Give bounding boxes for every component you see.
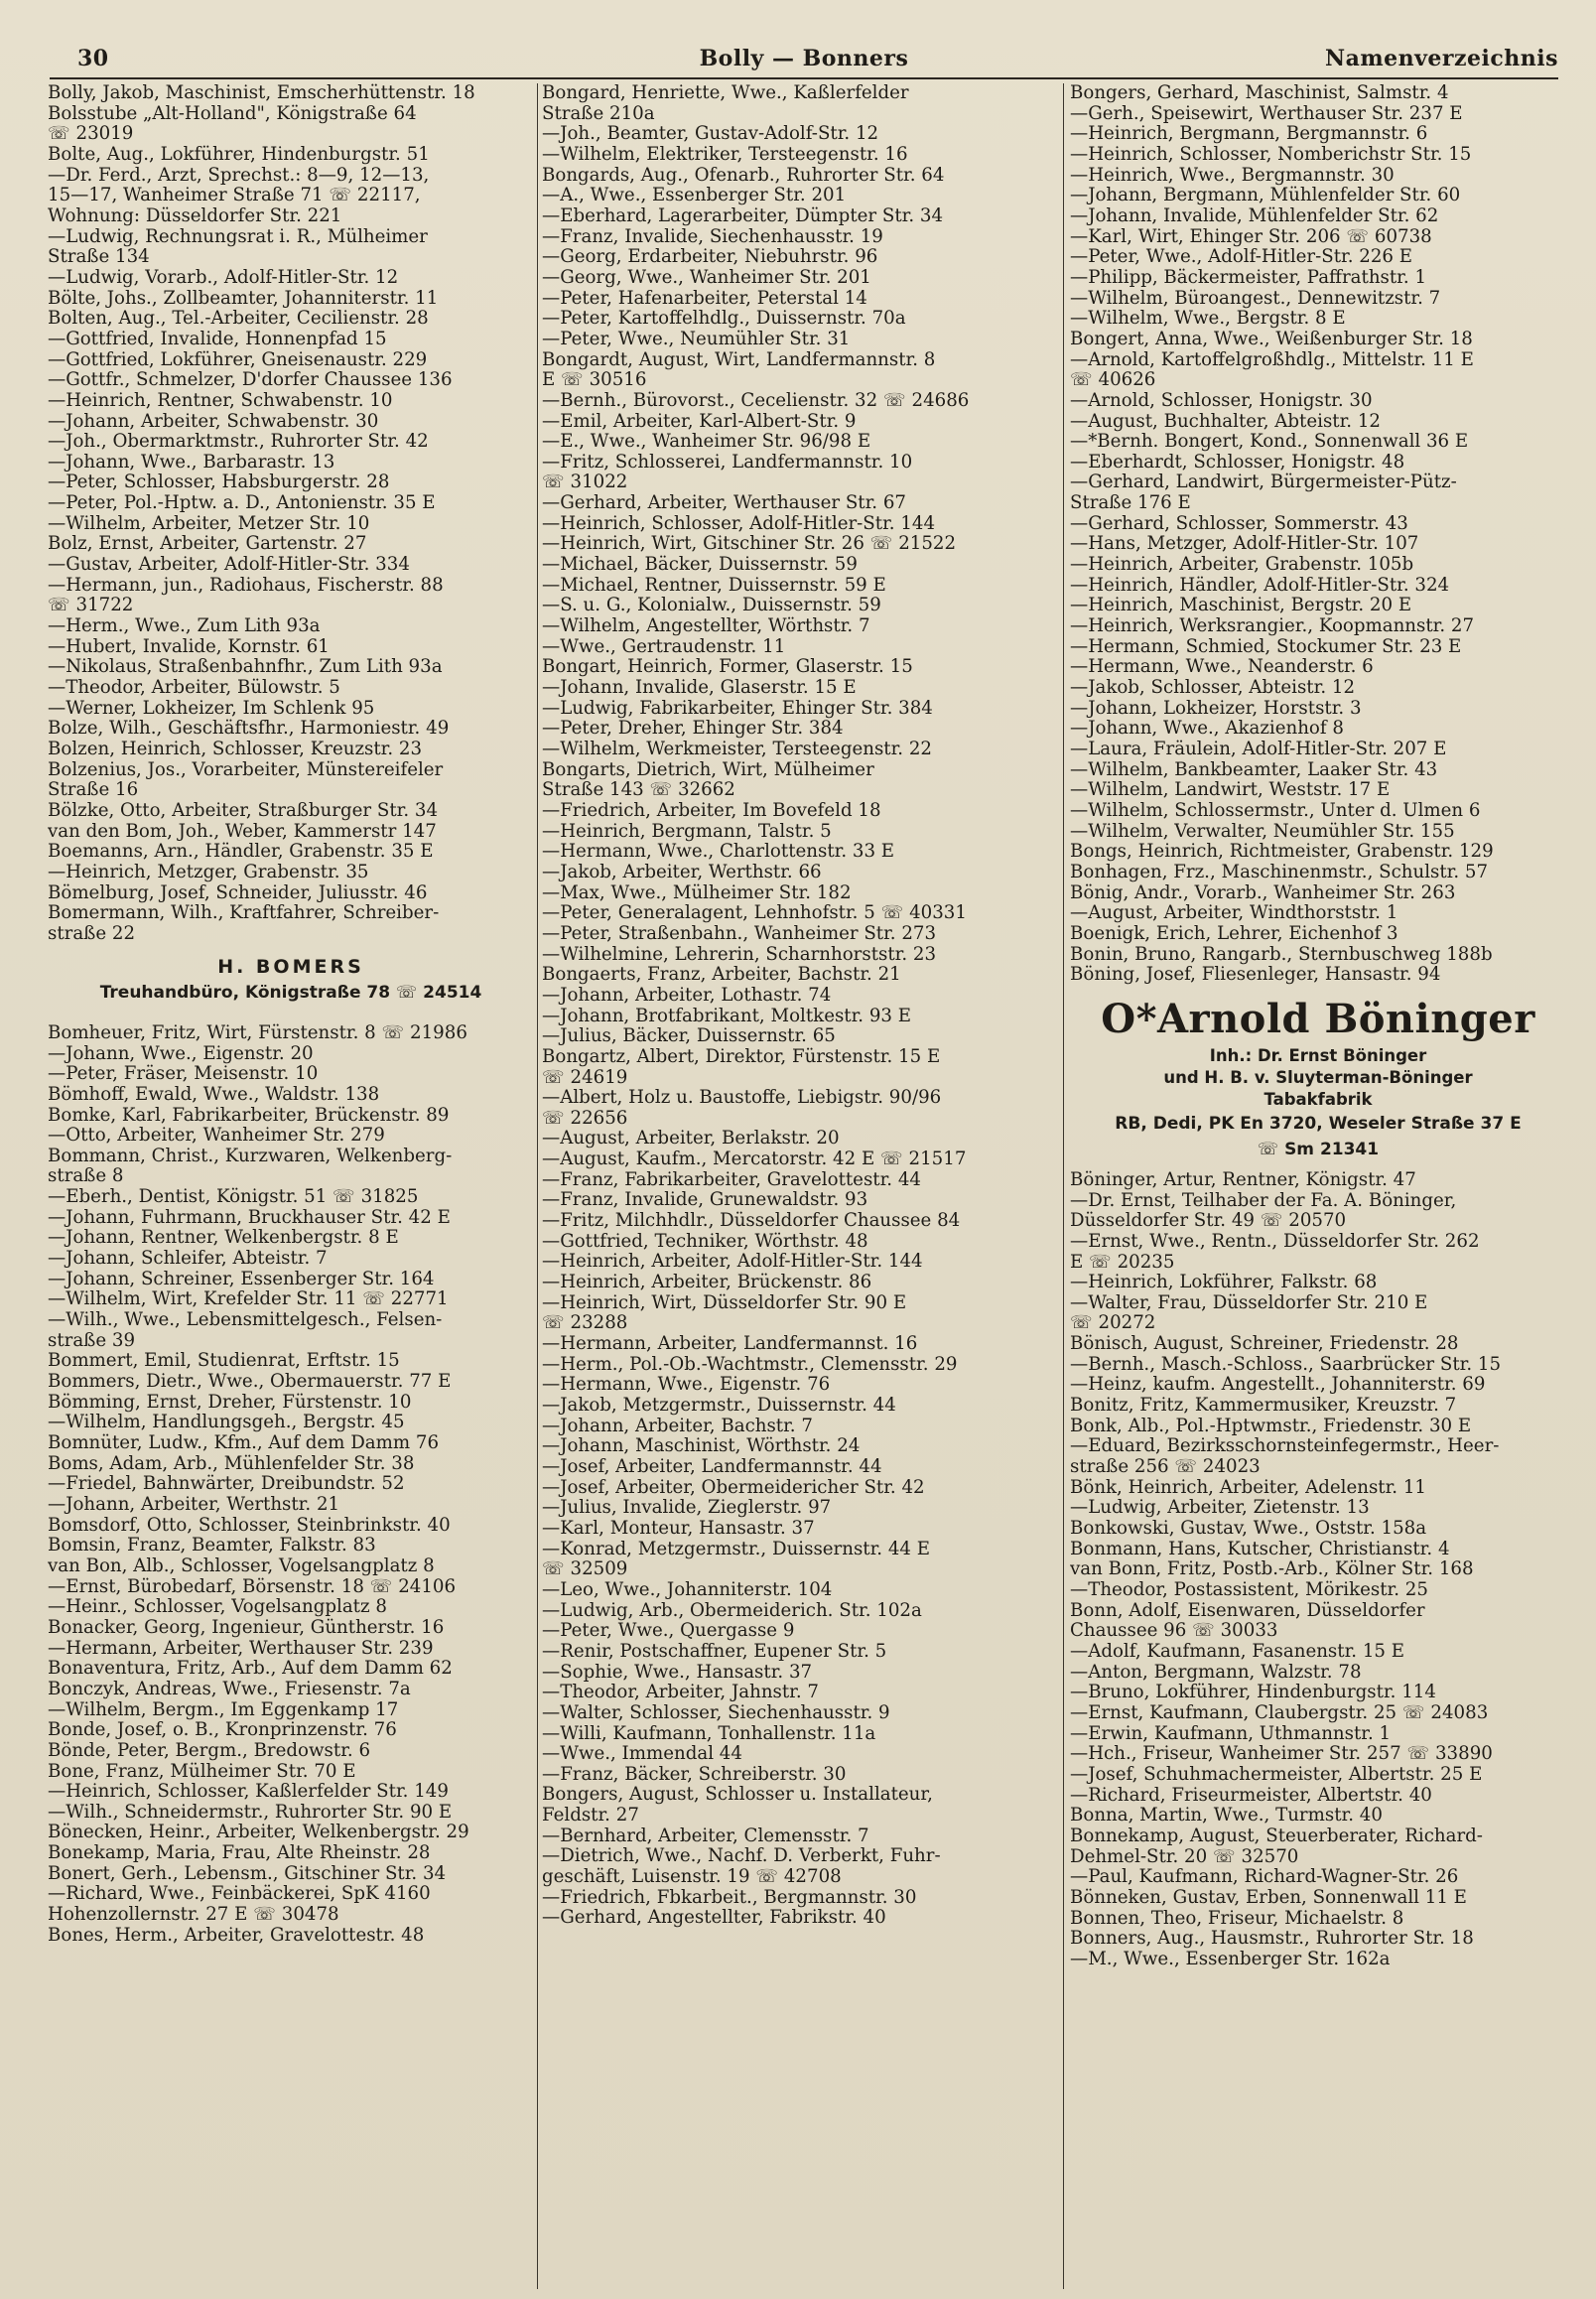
directory-entry: Chaussee 96 ☏ 30033 bbox=[1070, 1621, 1278, 1642]
entry-list bbox=[48, 83, 534, 945]
directory-entry: Straße 143 ☏ 32662 bbox=[542, 780, 735, 801]
directory-entry: —Ludwig, Fabrikarbeiter, Ehinger Str. 384 bbox=[542, 698, 933, 719]
directory-entry: —Wilhelm, Arbeiter, Metzer Str. 10 bbox=[48, 513, 370, 534]
directory-entry: —Heinrich, Bergmann, Bergmannstr. 6 bbox=[1070, 124, 1428, 145]
directory-entry: —Heinrich, Arbeiter, Brückenstr. 86 bbox=[542, 1273, 872, 1293]
ad-owner: Inh.: Dr. Ernst Böninger bbox=[1209, 1045, 1427, 1065]
directory-entry: —Anton, Bergmann, Walzstr. 78 bbox=[1070, 1662, 1362, 1683]
directory-entry: —Dr. Ernst, Teilhaber der Fa. A. Böninger, bbox=[1070, 1190, 1457, 1211]
directory-entry: —Heinrich, Werksrangier., Koopmannstr. 27 bbox=[1070, 616, 1475, 637]
directory-entry: —Georg, Erdarbeiter, Niebuhrstr. 96 bbox=[542, 247, 878, 268]
directory-entry: Bonna, Martin, Wwe., Turmstr. 40 bbox=[1070, 1806, 1383, 1826]
column-divider bbox=[1063, 83, 1064, 2289]
directory-entry: —Wilhelm, Büroangest., Dennewitzstr. 7 bbox=[1070, 288, 1441, 309]
directory-entry: Boenigk, Erich, Lehrer, Eichenhof 3 bbox=[1070, 923, 1398, 944]
directory-entry: ☏ 31022 bbox=[542, 473, 628, 493]
directory-entry: —Dr. Ferd., Arzt, Sprechst.: 8—9, 12—13, bbox=[48, 165, 430, 186]
directory-entry: —Heinrich, Lokführer, Falkstr. 68 bbox=[1070, 1273, 1378, 1293]
directory-entry: Bongers, Gerhard, Maschinist, Salmstr. 4 bbox=[1070, 83, 1449, 103]
directory-entry: —Gerhard, Angestellter, Fabrikstr. 40 bbox=[542, 1908, 886, 1929]
directory-entry: —Johann, Arbeiter, Lothastr. 74 bbox=[542, 985, 832, 1006]
directory-entry: Bonert, Gerh., Lebensm., Gitschiner Str. 34 bbox=[48, 1863, 447, 1884]
directory-entry: —Bernhard, Arbeiter, Clemensstr. 7 bbox=[542, 1826, 869, 1846]
directory-entry: Bönecken, Heinr., Arbeiter, Welkenbergstr. 29 bbox=[48, 1823, 469, 1843]
directory-entry: Straße 210a bbox=[542, 103, 655, 124]
directory-entry: Boemanns, Arn., Händler, Grabenstr. 35 E bbox=[48, 842, 434, 863]
directory-entry: —Gottfr., Schmelzer, D'dorfer Chaussee 136 bbox=[48, 370, 453, 391]
directory-entry: —Wwe., Immendal 44 bbox=[542, 1744, 742, 1765]
directory-entry: —Michael, Rentner, Duissernstr. 59 E bbox=[542, 575, 886, 596]
directory-entry: Feldstr. 27 bbox=[542, 1806, 639, 1826]
directory-entry: —Hermann, Wwe., Neanderstr. 6 bbox=[1070, 657, 1374, 678]
directory-entry: —Heinrich, Metzger, Grabenstr. 35 bbox=[48, 862, 369, 882]
directory-entry: —Wilhelm, Werkmeister, Tersteegenstr. 22 bbox=[542, 740, 932, 759]
directory-entry: —Heinrich, Schlosser, Kaßlerfelder Str. 149 bbox=[48, 1782, 449, 1803]
directory-entry: —Wwe., Gertraudenstr. 11 bbox=[542, 636, 786, 657]
directory-entry: —Richard, Friseurmeister, Albertstr. 40 bbox=[1070, 1785, 1432, 1806]
directory-entry: —Walter, Schlosser, Siechenhausstr. 9 bbox=[542, 1702, 890, 1723]
directory-entry: —Johann, Invalide, Mühlenfelder Str. 62 bbox=[1070, 205, 1439, 226]
directory-entry: —Joh., Obermarktmstr., Ruhrorter Str. 42 bbox=[48, 432, 429, 453]
directory-entry: —Herm., Wwe., Zum Lith 93a bbox=[48, 616, 321, 637]
directory-entry: straße 22 bbox=[48, 923, 136, 944]
directory-entry: —Hubert, Invalide, Kornstr. 61 bbox=[48, 636, 330, 657]
directory-entry: —Karl, Monteur, Hansastr. 37 bbox=[542, 1518, 815, 1539]
directory-entry: —Adolf, Kaufmann, Fasanenstr. 15 E bbox=[1070, 1641, 1405, 1662]
directory-entry: Bongaerts, Franz, Arbeiter, Bachstr. 21 bbox=[542, 965, 901, 986]
directory-entry: —Wilhelm, Verwalter, Neumühler Str. 155 bbox=[1070, 821, 1455, 842]
directory-entry: geschäft, Luisenstr. 19 ☏ 42708 bbox=[542, 1867, 842, 1888]
directory-entry: 15—17, Wanheimer Straße 71 ☏ 22117, bbox=[48, 186, 421, 206]
directory-entry: —Eberh., Dentist, Königstr. 51 ☏ 31825 bbox=[48, 1187, 419, 1208]
directory-entry: —Gerhard, Landwirt, Bürgermeister-Pütz- bbox=[1070, 473, 1457, 493]
directory-entry: Hohenzollernstr. 27 E ☏ 30478 bbox=[48, 1905, 339, 1926]
entry-list bbox=[542, 83, 1060, 1929]
directory-entry: —Johann, Maschinist, Wörthstr. 24 bbox=[542, 1436, 861, 1457]
directory-entry: —Gerhard, Arbeiter, Werthauser Str. 67 bbox=[542, 493, 906, 514]
directory-entry: —Gerhard, Schlosser, Sommerstr. 43 bbox=[1070, 513, 1408, 534]
directory-entry: Straße 16 bbox=[48, 780, 139, 801]
directory-entry: —Johann, Wwe., Akazienhof 8 bbox=[1070, 719, 1344, 740]
ad-firm-name: O*Arnold Böninger bbox=[1101, 995, 1535, 1042]
directory-entry: —Hermann, Schmied, Stockumer Str. 23 E bbox=[1070, 636, 1462, 657]
directory-entry: —Paul, Kaufmann, Richard-Wagner-Str. 26 bbox=[1070, 1867, 1459, 1888]
directory-entry: —Hermann, Arbeiter, Werthauser Str. 239 bbox=[48, 1638, 434, 1659]
directory-entry: Bonaventura, Fritz, Arb., Auf dem Damm 62 bbox=[48, 1659, 453, 1680]
directory-entry: —Willi, Kaufmann, Tonhallenstr. 11a bbox=[542, 1723, 876, 1744]
directory-entry: —Nikolaus, Straßenbahnfhr., Zum Lith 93a bbox=[48, 657, 443, 678]
directory-entry: —August, Arbeiter, Windthorststr. 1 bbox=[1070, 903, 1398, 924]
directory-entry: Wohnung: Düsseldorfer Str. 221 bbox=[48, 205, 342, 226]
directory-entry: ☏ 31722 bbox=[48, 596, 134, 616]
directory-entry: —Bernh., Masch.-Schloss., Saarbrücker Str. 15 bbox=[1070, 1354, 1502, 1375]
directory-entry: —Theodor, Arbeiter, Bülowstr. 5 bbox=[48, 678, 340, 699]
advertisement-bomers bbox=[48, 957, 534, 1004]
directory-entry: ☏ 22656 bbox=[542, 1108, 628, 1129]
directory-entry: Bolly, Jakob, Maschinist, Emscherhüttenstr. 18 bbox=[48, 83, 475, 103]
directory-entry: Bonnen, Theo, Friseur, Michaelstr. 8 bbox=[1070, 1908, 1404, 1929]
directory-entry: —Ernst, Kaufmann, Claubergstr. 25 ☏ 24083 bbox=[1070, 1702, 1489, 1723]
directory-entry: —Johann, Arbeiter, Bachstr. 7 bbox=[542, 1416, 813, 1436]
directory-entry: —Johann, Wwe., Eigenstr. 20 bbox=[48, 1043, 314, 1064]
directory-entry: —Ernst, Wwe., Rentn., Düsseldorfer Str. 262 bbox=[1070, 1231, 1480, 1252]
directory-entry: —Julius, Bäcker, Duissernstr. 65 bbox=[542, 1026, 836, 1047]
directory-entry: Bonekamp, Maria, Frau, Alte Rheinstr. 28 bbox=[48, 1843, 431, 1864]
directory-entry: —Laura, Fräulein, Adolf-Hitler-Str. 207 E bbox=[1070, 740, 1447, 759]
directory-entry: —Johann, Arbeiter, Schwabenstr. 30 bbox=[48, 411, 379, 432]
directory-entry: —Karl, Wirt, Ehinger Str. 206 ☏ 60738 bbox=[1070, 226, 1432, 247]
directory-entry: Bongert, Anna, Wwe., Weißenburger Str. 18 bbox=[1070, 329, 1473, 349]
directory-entry: Bonhagen, Frz., Maschinenmstr., Schulstr. 57 bbox=[1070, 862, 1489, 882]
directory-entry: —Josef, Schuhmachermeister, Albertstr. 25 E bbox=[1070, 1764, 1483, 1785]
directory-entry: —Arnold, Schlosser, Honigstr. 30 bbox=[1070, 390, 1373, 411]
directory-entry: Bonitz, Fritz, Kammermusiker, Kreuzstr. 7 bbox=[1070, 1396, 1457, 1417]
directory-entry: —Peter, Wwe., Adolf-Hitler-Str. 226 E bbox=[1070, 247, 1413, 268]
directory-entry: —Gottfried, Lokführer, Gneisenaustr. 229 bbox=[48, 349, 428, 370]
column-3 bbox=[1070, 83, 1566, 2289]
directory-entry: Bomheuer, Fritz, Wirt, Fürstenstr. 8 ☏ 21986 bbox=[48, 1022, 467, 1043]
directory-entry: —Heinrich, Schlosser, Adolf-Hitler-Str. 144 bbox=[542, 513, 936, 534]
directory-entry: —Johann, Rentner, Welkenbergstr. 8 E bbox=[48, 1228, 399, 1249]
directory-entry: Bonk, Alb., Pol.-Hptwmstr., Friedenstr. 30 E bbox=[1070, 1416, 1472, 1436]
directory-entry: —Eberhardt, Schlosser, Honigstr. 48 bbox=[1070, 452, 1405, 473]
directory-entry: —Friedel, Bahnwärter, Dreibundstr. 52 bbox=[48, 1474, 405, 1495]
directory-entry: —*Bernh. Bongert, Kond., Sonnenwall 36 E bbox=[1070, 432, 1469, 453]
directory-entry: —August, Arbeiter, Berlakstr. 20 bbox=[542, 1129, 840, 1150]
directory-entry: —Fritz, Milchhdlr., Düsseldorfer Chaussee 84 bbox=[542, 1211, 961, 1232]
section-title: Namenverzeichnis bbox=[1325, 46, 1558, 71]
page-header bbox=[50, 46, 1558, 75]
directory-entry: Bölzke, Otto, Arbeiter, Straßburger Str. 34 bbox=[48, 800, 439, 821]
directory-entry: —Heinz, kaufm. Angestellt., Johanniterstr. 69 bbox=[1070, 1375, 1486, 1396]
directory-entry: —E., Wwe., Wanheimer Str. 96/98 E bbox=[542, 432, 871, 453]
directory-entry: Bomsin, Franz, Beamter, Falkstr. 83 bbox=[48, 1536, 376, 1556]
directory-entry: —Johann, Schleifer, Abteistr. 7 bbox=[48, 1249, 328, 1270]
directory-entry: —Max, Wwe., Mülheimer Str. 182 bbox=[542, 882, 852, 903]
directory-entry: —August, Kaufm., Mercatorstr. 42 E ☏ 21517 bbox=[542, 1150, 967, 1170]
directory-entry: —Erwin, Kaufmann, Uthmannstr. 1 bbox=[1070, 1723, 1392, 1744]
directory-entry: —Johann, Invalide, Glaserstr. 15 E bbox=[542, 678, 857, 699]
directory-entry: —Peter, Kartoffelhdlg., Duissernstr. 70a bbox=[542, 309, 906, 330]
directory-entry: —Wilhelm, Wwe., Bergstr. 8 E bbox=[1070, 309, 1346, 330]
directory-entry: —Johann, Brotfabrikant, Moltkestr. 93 E bbox=[542, 1006, 912, 1026]
directory-entry: Böninger, Artur, Rentner, Königstr. 47 bbox=[1070, 1169, 1416, 1190]
directory-entry: —Richard, Wwe., Feinbäckerei, SpK 4160 bbox=[48, 1884, 431, 1905]
directory-entry: —Heinrich, Wirt, Gitschiner Str. 26 ☏ 21522 bbox=[542, 534, 957, 555]
directory-entry: —Herm., Pol.-Ob.-Wachtmstr., Clemensstr. 29 bbox=[542, 1354, 958, 1375]
directory-entry: —Johann, Wwe., Barbarastr. 13 bbox=[48, 452, 335, 473]
directory-entry: —Franz, Bäcker, Schreiberstr. 30 bbox=[542, 1764, 847, 1785]
directory-entry: Boms, Adam, Arb., Mühlenfelder Str. 38 bbox=[48, 1453, 415, 1474]
directory-entry: —Georg, Wwe., Wanheimer Str. 201 bbox=[542, 267, 871, 288]
directory-entry: Düsseldorfer Str. 49 ☏ 20570 bbox=[1070, 1211, 1347, 1232]
directory-entry: —Werner, Lokheizer, Im Schlenk 95 bbox=[48, 698, 375, 719]
directory-entry: —Peter, Fräser, Meisenstr. 10 bbox=[48, 1064, 319, 1085]
directory-entry: Bonners, Aug., Hausmstr., Ruhrorter Str. 18 bbox=[1070, 1929, 1474, 1950]
directory-entry: —Johann, Lokheizer, Horststr. 3 bbox=[1070, 698, 1362, 719]
directory-entry: Bongers, August, Schlosser u. Installateur, bbox=[542, 1785, 933, 1806]
directory-entry: —Wilh., Wwe., Lebensmittelgesch., Felsen- bbox=[48, 1310, 443, 1331]
directory-entry: ☏ 23288 bbox=[542, 1313, 628, 1334]
directory-entry: —Wilhelm, Wirt, Krefelder Str. 11 ☏ 22771 bbox=[48, 1289, 449, 1310]
directory-entry: Bommann, Christ., Kurzwaren, Welkenberg- bbox=[48, 1146, 453, 1166]
directory-entry: —Hermann, Arbeiter, Landfermannst. 16 bbox=[542, 1334, 918, 1355]
directory-entry: ☏ 40626 bbox=[1070, 370, 1156, 391]
directory-entry: ☏ 24619 bbox=[542, 1067, 628, 1088]
directory-entry: —Heinrich, Maschinist, Bergstr. 20 E bbox=[1070, 596, 1412, 616]
directory-entry: —Eberhard, Lagerarbeiter, Dümpter Str. 34 bbox=[542, 205, 944, 226]
directory-entry: —Bruno, Lokführer, Hindenburgstr. 114 bbox=[1070, 1683, 1436, 1703]
directory-entry: —Josef, Arbeiter, Landfermannstr. 44 bbox=[542, 1456, 882, 1477]
directory-entry: —Wilhelm, Landwirt, Weststr. 17 E bbox=[1070, 780, 1391, 801]
directory-entry: Bömming, Ernst, Dreher, Fürstenstr. 10 bbox=[48, 1392, 412, 1413]
directory-entry: —Wilhelm, Schlossermstr., Unter d. Ulmen 6 bbox=[1070, 800, 1481, 821]
directory-entry: Bongard, Henriette, Wwe., Kaßlerfelder bbox=[542, 83, 909, 103]
directory-entry: Bönneken, Gustav, Erben, Sonnenwall 11 E bbox=[1070, 1887, 1467, 1908]
directory-entry: Bonin, Bruno, Rangarb., Sternbuschweg 188b bbox=[1070, 944, 1493, 965]
directory-entry: —August, Buchhalter, Abteistr. 12 bbox=[1070, 411, 1381, 432]
directory-entry: Straße 176 E bbox=[1070, 493, 1191, 514]
directory-entry: Bönde, Peter, Bergm., Bredowstr. 6 bbox=[48, 1740, 371, 1761]
directory-entry: —Eduard, Bezirksschornsteinfegermstr., Heer- bbox=[1070, 1436, 1500, 1457]
directory-entry: —Sophie, Wwe., Hansastr. 37 bbox=[542, 1662, 813, 1683]
directory-entry: —Johann, Bergmann, Mühlenfelder Str. 60 bbox=[1070, 186, 1461, 206]
directory-entry: Bolzenius, Jos., Vorarbeiter, Münstereifeler bbox=[48, 759, 444, 780]
entry-list bbox=[1070, 1170, 1566, 1970]
directory-entry: —Wilhelm, Handlungsgeh., Bergstr. 45 bbox=[48, 1413, 405, 1433]
directory-entry: —Hans, Metzger, Adolf-Hitler-Str. 107 bbox=[1070, 534, 1419, 555]
directory-entry: Bömhoff, Ewald, Wwe., Waldstr. 138 bbox=[48, 1084, 380, 1105]
directory-entry: —Ludwig, Rechnungsrat i. R., Mülheimer bbox=[48, 226, 428, 247]
directory-entry: Bonde, Josef, o. B., Kronprinzenstr. 76 bbox=[48, 1720, 397, 1741]
directory-entry: —Peter, Wwe., Quergasse 9 bbox=[542, 1621, 795, 1642]
directory-entry: Bölte, Johs., Zollbeamter, Johanniterstr. 11 bbox=[48, 288, 439, 309]
directory-entry: Bolz, Ernst, Arbeiter, Gartenstr. 27 bbox=[48, 534, 367, 555]
directory-entry: Bolze, Wilh., Geschäftsfhr., Harmoniestr. 49 bbox=[48, 719, 450, 740]
directory-entry: —Franz, Invalide, Grunewaldstr. 93 bbox=[542, 1190, 868, 1211]
directory-entry: Bolten, Aug., Tel.-Arbeiter, Cecilienstr. 28 bbox=[48, 309, 429, 330]
advertisement-boeninger bbox=[1070, 994, 1566, 1162]
directory-entry: —Peter, Pol.-Hptw. a. D., Antonienstr. 35 E bbox=[48, 493, 436, 514]
directory-entry: —Wilhelm, Bergm., Im Eggenkamp 17 bbox=[48, 1699, 399, 1720]
directory-entry: —Joh., Beamter, Gustav-Adolf-Str. 12 bbox=[542, 124, 879, 145]
directory-entry: —Ludwig, Arbeiter, Zietenstr. 13 bbox=[1070, 1498, 1370, 1519]
directory-entry: Bonacker, Georg, Ingenieur, Güntherstr. 16 bbox=[48, 1617, 445, 1638]
directory-entry: Bonn, Adolf, Eisenwaren, Düsseldorfer bbox=[1070, 1600, 1425, 1621]
directory-entry: —Heinrich, Schlosser, Nomberichstr Str. 15 bbox=[1070, 144, 1472, 165]
directory-entry: —Heinrich, Händler, Adolf-Hitler-Str. 324 bbox=[1070, 575, 1450, 596]
directory-entry: —A., Wwe., Essenberger Str. 201 bbox=[542, 186, 847, 206]
directory-entry: —Wilhelmine, Lehrerin, Scharnhorststr. 23 bbox=[542, 944, 937, 965]
directory-entry: Bongart, Heinrich, Former, Glaserstr. 15 bbox=[542, 657, 913, 678]
ad-firm-line: Treuhandbüro, Königstraße 78 ☏ 24514 bbox=[99, 983, 482, 1004]
directory-entry: —Hermann, Wwe., Eigenstr. 76 bbox=[542, 1375, 831, 1396]
directory-entry: Bomsdorf, Otto, Schlosser, Steinbrinkstr. 40 bbox=[48, 1515, 451, 1536]
directory-entry: —Johann, Schreiner, Essenberger Str. 164 bbox=[48, 1269, 435, 1289]
directory-entry: —Jakob, Schlosser, Abteistr. 12 bbox=[1070, 678, 1356, 699]
directory-entry: —Ernst, Bürobedarf, Börsenstr. 18 ☏ 24106 bbox=[48, 1576, 457, 1597]
directory-entry: —Konrad, Metzgermstr., Duissernstr. 44 E bbox=[542, 1539, 931, 1559]
directory-entry: —Dietrich, Wwe., Nachf. D. Verberkt, Fuhr- bbox=[542, 1846, 941, 1867]
directory-entry: —Arnold, Kartoffelgroßhdlg., Mittelstr. 11 E bbox=[1070, 349, 1474, 370]
directory-entry: Bongs, Heinrich, Richtmeister, Grabenstr. 129 bbox=[1070, 842, 1494, 863]
directory-entry: Bonnekamp, August, Steuerberater, Richard- bbox=[1070, 1826, 1483, 1846]
header-rule bbox=[50, 77, 1558, 79]
directory-entry: —Bernh., Bürovorst., Cecelienstr. 32 ☏ 24686 bbox=[542, 390, 970, 411]
directory-entry: Bonkowski, Gustav, Wwe., Oststr. 158a bbox=[1070, 1519, 1427, 1540]
directory-entry: —Hch., Friseur, Wanheimer Str. 257 ☏ 33890 bbox=[1070, 1744, 1493, 1765]
directory-entry: Bommert, Emil, Studienrat, Erftstr. 15 bbox=[48, 1351, 400, 1372]
directory-entry: Dehmel-Str. 20 ☏ 32570 bbox=[1070, 1846, 1299, 1867]
directory-entry: —Walter, Frau, Düsseldorfer Str. 210 E bbox=[1070, 1292, 1428, 1313]
directory-entry: —Julius, Invalide, Zieglerstr. 97 bbox=[542, 1498, 832, 1519]
directory-entry: —Ludwig, Vorarb., Adolf-Hitler-Str. 12 bbox=[48, 267, 399, 288]
directory-entry: —Heinrich, Arbeiter, Adolf-Hitler-Str. 144 bbox=[542, 1252, 923, 1273]
directory-entry: Bömelburg, Josef, Schneider, Juliusstr. 46 bbox=[48, 882, 428, 903]
directory-entry: Böning, Josef, Fliesenleger, Hansastr. 94 bbox=[1070, 965, 1441, 986]
directory-entry: Bolzen, Heinrich, Schlosser, Kreuzstr. 23 bbox=[48, 740, 423, 759]
directory-entry: —Johann, Fuhrmann, Bruckhauser Str. 42 E bbox=[48, 1207, 451, 1228]
directory-entry: Bönisch, August, Schreiner, Friedenstr. 28 bbox=[1070, 1334, 1459, 1355]
directory-entry: —Heinrich, Wwe., Bergmannstr. 30 bbox=[1070, 165, 1395, 186]
directory-entry: —S. u. G., Kolonialw., Duissernstr. 59 bbox=[542, 596, 881, 616]
directory-entry: —Theodor, Arbeiter, Jahnstr. 7 bbox=[542, 1683, 820, 1703]
directory-entry: —Heinr., Schlosser, Vogelsangplatz 8 bbox=[48, 1597, 387, 1618]
directory-entry: —Peter, Wwe., Neumühler Str. 31 bbox=[542, 329, 851, 349]
directory-entry: Bomke, Karl, Fabrikarbeiter, Brückenstr. 89 bbox=[48, 1105, 450, 1126]
column-divider bbox=[537, 83, 538, 2289]
directory-entry: —Jakob, Arbeiter, Werthstr. 66 bbox=[542, 862, 822, 882]
directory-entry: —Franz, Fabrikarbeiter, Gravelottestr. 44 bbox=[542, 1169, 921, 1190]
directory-entry: Bommers, Dietr., Wwe., Obermauerstr. 77 E bbox=[48, 1372, 452, 1393]
directory-entry: —Philipp, Bäckermeister, Paffrathstr. 1 bbox=[1070, 267, 1427, 288]
directory-entry: —Renir, Postschaffner, Eupener Str. 5 bbox=[542, 1641, 887, 1662]
directory-entry: —Heinrich, Rentner, Schwabenstr. 10 bbox=[48, 390, 393, 411]
directory-entry: —Peter, Schlosser, Habsburgerstr. 28 bbox=[48, 473, 390, 493]
directory-entry: straße 8 bbox=[48, 1166, 124, 1187]
directory-entry: —Wilhelm, Angestellter, Wörthstr. 7 bbox=[542, 616, 870, 637]
directory-entry: Bongartz, Albert, Direktor, Fürstenstr. 15 E bbox=[542, 1046, 941, 1067]
directory-entry: —Peter, Straßenbahn., Wanheimer Str. 273 bbox=[542, 923, 937, 944]
directory-entry: —Jakob, Metzgermstr., Duissernstr. 44 bbox=[542, 1396, 896, 1416]
directory-entry: van den Bom, Joh., Weber, Kammerstr 147 bbox=[48, 821, 437, 842]
column-2 bbox=[542, 83, 1060, 2289]
ad-phone: ☏ Sm 21341 bbox=[1257, 1139, 1380, 1159]
directory-entry: straße 39 bbox=[48, 1330, 136, 1351]
directory-entry: —Hermann, jun., Radiohaus, Fischerstr. 88 bbox=[48, 575, 444, 596]
directory-entry: —Gustav, Arbeiter, Adolf-Hitler-Str. 334 bbox=[48, 555, 410, 576]
entry-list bbox=[1070, 83, 1566, 986]
page-number: 30 bbox=[77, 46, 109, 71]
directory-entry: —Friedrich, Fbkarbeit., Bergmannstr. 30 bbox=[542, 1887, 917, 1908]
directory-entry: Straße 134 bbox=[48, 247, 150, 268]
directory-entry: —Theodor, Postassistent, Mörikestr. 25 bbox=[1070, 1580, 1428, 1600]
directory-entry: Bolsstube „Alt-Holland", Königstraße 64 bbox=[48, 103, 417, 124]
directory-entry: —Wilhelm, Bankbeamter, Laaker Str. 43 bbox=[1070, 759, 1438, 780]
directory-entry: Bongarts, Dietrich, Wirt, Mülheimer bbox=[542, 759, 874, 780]
ad-partner: und H. B. v. Sluyterman-Böninger bbox=[1163, 1067, 1473, 1087]
directory-entry: Bönk, Heinrich, Arbeiter, Adelenstr. 11 bbox=[1070, 1477, 1426, 1498]
directory-entry: —Wilhelm, Elektriker, Tersteegenstr. 16 bbox=[542, 144, 908, 165]
directory-entry: E ☏ 20235 bbox=[1070, 1252, 1175, 1273]
directory-entry: —Heinrich, Wirt, Düsseldorfer Str. 90 E bbox=[542, 1292, 907, 1313]
running-head: Bolly — Bonners bbox=[699, 46, 909, 71]
directory-entry: —Wilh., Schneidermstr., Ruhrorter Str. 90 E bbox=[48, 1802, 453, 1823]
directory-entry: —Otto, Arbeiter, Wanheimer Str. 279 bbox=[48, 1126, 385, 1147]
directory-entry: —Gerh., Speisewirt, Werthauser Str. 237 E bbox=[1070, 103, 1463, 124]
directory-entry: van Bonn, Fritz, Postb.-Arb., Kölner Str. 168 bbox=[1070, 1559, 1474, 1580]
directory-entry: —Emil, Arbeiter, Karl-Albert-Str. 9 bbox=[542, 411, 857, 432]
directory-entry: Bongardt, August, Wirt, Landfermannstr. 8 bbox=[542, 349, 936, 370]
entry-list bbox=[48, 1023, 534, 1947]
directory-entry: —Ludwig, Arb., Obermeiderich. Str. 102a bbox=[542, 1600, 922, 1621]
directory-entry: Bonmann, Hans, Kutscher, Christianstr. 4 bbox=[1070, 1539, 1450, 1559]
directory-entry: —Heinrich, Bergmann, Talstr. 5 bbox=[542, 821, 832, 842]
ad-firm-name: H. BOMERS bbox=[217, 955, 364, 978]
directory-entry: Bone, Franz, Mülheimer Str. 70 E bbox=[48, 1761, 356, 1782]
directory-entry: —Franz, Invalide, Siechenhausstr. 19 bbox=[542, 226, 883, 247]
directory-entry: ☏ 32509 bbox=[542, 1559, 628, 1580]
column-1 bbox=[48, 83, 534, 2289]
directory-entry: Bönig, Andr., Vorarb., Wanheimer Str. 263 bbox=[1070, 882, 1456, 903]
directory-entry: E ☏ 30516 bbox=[542, 370, 647, 391]
directory-entry: —Gottfried, Techniker, Wörthstr. 48 bbox=[542, 1231, 868, 1252]
directory-entry: —Johann, Arbeiter, Werthstr. 21 bbox=[48, 1494, 340, 1515]
directory-entry: Bongards, Aug., Ofenarb., Ruhrorter Str. 64 bbox=[542, 165, 945, 186]
directory-entry: —Hermann, Wwe., Charlottenstr. 33 E bbox=[542, 842, 895, 863]
directory-entry: Bomermann, Wilh., Kraftfahrer, Schreiber- bbox=[48, 903, 440, 924]
directory-entry: —Josef, Arbeiter, Obermeidericher Str. 42 bbox=[542, 1477, 925, 1498]
directory-entry: ☏ 23019 bbox=[48, 124, 134, 145]
directory-entry: —Peter, Hafenarbeiter, Peterstal 14 bbox=[542, 288, 867, 309]
directory-entry: ☏ 20272 bbox=[1070, 1313, 1156, 1334]
directory-entry: —Peter, Dreher, Ehinger Str. 384 bbox=[542, 719, 844, 740]
directory-entry: —Friedrich, Arbeiter, Im Bovefeld 18 bbox=[542, 800, 881, 821]
directory-entry: Bones, Herm., Arbeiter, Gravelottestr. 48 bbox=[48, 1925, 425, 1946]
directory-entry: Bonczyk, Andreas, Wwe., Friesenstr. 7a bbox=[48, 1679, 411, 1699]
ad-address: RB, Dedi, PK En 3720, Weseler Straße 37 E bbox=[1115, 1113, 1522, 1134]
directory-entry: —Leo, Wwe., Johanniterstr. 104 bbox=[542, 1579, 833, 1600]
directory-entry: —Fritz, Schlosserei, Landfermannstr. 10 bbox=[542, 452, 913, 473]
directory-entry: van Bon, Alb., Schlosser, Vogelsangplatz 8 bbox=[48, 1555, 435, 1576]
directory-entry: Bomnüter, Ludw., Kfm., Auf dem Damm 76 bbox=[48, 1433, 440, 1453]
directory-entry: —Albert, Holz u. Baustoffe, Liebigstr. 90/96 bbox=[542, 1088, 942, 1109]
directory-entry: straße 256 ☏ 24023 bbox=[1070, 1457, 1261, 1478]
directory-entry: Bolte, Aug., Lokführer, Hindenburgstr. 51 bbox=[48, 144, 430, 165]
ad-trade: Tabakfabrik bbox=[1264, 1089, 1373, 1109]
directory-entry: —Heinrich, Arbeiter, Grabenstr. 105b bbox=[1070, 555, 1414, 576]
directory-entry: —Michael, Bäcker, Duissernstr. 59 bbox=[542, 555, 858, 576]
directory-entry: —Gottfried, Invalide, Honnenpfad 15 bbox=[48, 329, 387, 349]
directory-entry: —M., Wwe., Essenberger Str. 162a bbox=[1070, 1949, 1391, 1969]
directory-entry: —Peter, Generalagent, Lehnhofstr. 5 ☏ 40331 bbox=[542, 903, 967, 924]
